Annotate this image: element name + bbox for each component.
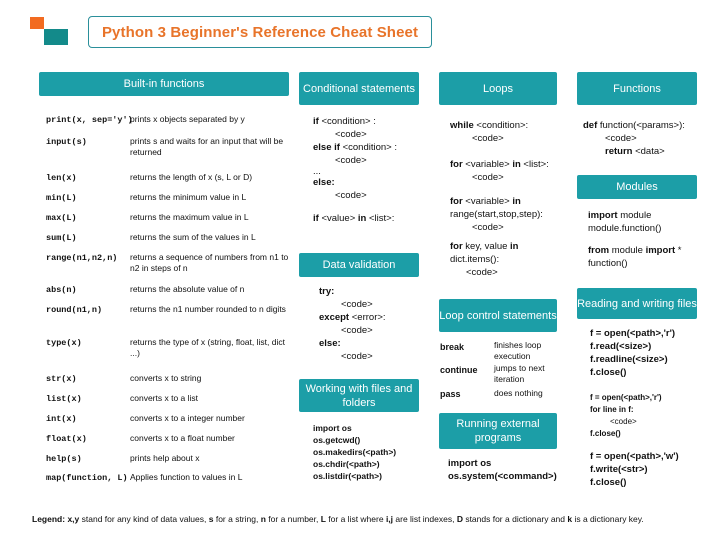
builtin-function-name: map(function, L) [46, 473, 128, 483]
builtin-function-name: min(L) [46, 193, 77, 203]
builtin-function-name: sum(L) [46, 233, 77, 243]
builtin-function-name: help(s) [46, 454, 82, 464]
reading-writing-code: f = open(<path>,'r') f.read(<size>) f.readline(<size>) f.close() [590, 328, 676, 378]
loops-code: while <condition>: <code> for <variable> in <list>: <code> for <variable> in range(start,stop,step): <code> for key, value in dict.items(): <code> [450, 120, 549, 278]
header-modules: Modules [577, 175, 697, 199]
header-reading-writing: Reading and writing files [577, 288, 697, 319]
builtin-function-desc: prints s and waits for an input that will be returned [130, 136, 284, 157]
header-running-external: Running external programs [439, 413, 557, 449]
writing-code: f = open(<path>,'w') f.write(<str>) f.close() [590, 451, 679, 488]
files-folders-code: import os os.getcwd() os.makedirs(<path>) os.chdir(<path>) os.listdir(<path>) [313, 423, 397, 481]
builtin-function-name: int(x) [46, 414, 77, 424]
builtin-function-name: type(x) [46, 338, 82, 348]
builtin-function-name: list(x) [46, 394, 82, 404]
builtin-function-desc: prints help about x [130, 453, 200, 463]
header-functions: Functions [577, 72, 697, 105]
builtin-function-name: str(x) [46, 374, 77, 384]
loop-control-key: break [440, 342, 465, 352]
builtin-function-desc: returns the n1 number rounded to n digits [130, 304, 286, 314]
builtin-function-desc: Applies function to values in L [130, 472, 243, 482]
builtin-function-name: round(n1,n) [46, 305, 103, 315]
header-loop-control: Loop control statements [439, 299, 557, 332]
legend: Legend: x,y stand for any kind of data values, s for a string, n for a number, L for a list where i,j are list indexes, D stands for a dictionary and k is a dictionary key. [32, 514, 644, 524]
builtin-function-name: len(x) [46, 173, 77, 183]
functions-code: def function(<params>): <code> return <data> [583, 120, 685, 157]
running-external-code: import os os.system(<command>) [448, 458, 557, 482]
loop-control-desc: does nothing [494, 388, 543, 398]
builtin-function-name: print(x, sep='y') [46, 115, 133, 125]
header-builtin-functions: Built-in functions [39, 72, 289, 96]
builtin-function-name: abs(n) [46, 285, 77, 295]
builtin-function-desc: returns the length of x (s, L or D) [130, 172, 253, 182]
page-title: Python 3 Beginner's Reference Cheat Sheet [88, 16, 432, 48]
header-conditional-statements: Conditional statements [299, 72, 419, 105]
builtin-function-desc: converts x to a integer number [130, 413, 245, 423]
header-files-folders: Working with files and folders [299, 379, 419, 412]
loop-control-key: pass [440, 389, 461, 399]
builtin-function-desc: returns a sequence of numbers from n1 to n2 in steps of n [130, 252, 289, 273]
modules-code: import module module.function() from module import * function() [588, 210, 682, 269]
header-loops: Loops [439, 72, 557, 105]
reading-loop-code: f = open(<path>,'r') for line in f: <code> f.close() [590, 393, 662, 438]
logo-teal-square [44, 29, 68, 45]
builtin-function-name: input(s) [46, 137, 87, 147]
builtin-function-desc: returns the minimum value in L [130, 192, 247, 202]
builtin-function-name: range(n1,n2,n) [46, 253, 118, 263]
loop-control-desc: finishes loop execution [494, 340, 542, 361]
builtin-function-desc: returns the sum of the values in L [130, 232, 256, 242]
builtin-function-desc: converts x to string [130, 373, 202, 383]
builtin-function-desc: converts x to a float number [130, 433, 235, 443]
header-data-validation: Data validation [299, 253, 419, 277]
logo-orange-square [30, 17, 44, 29]
builtin-function-name: max(L) [46, 213, 77, 223]
builtin-function-desc: returns the type of x (string, float, list, dict ...) [130, 337, 285, 358]
data-validation-code: try: <code> except <error>: <code> else: <code> [319, 286, 386, 362]
loop-control-desc: jumps to next iteration [494, 363, 545, 384]
builtin-function-desc: converts x to a list [130, 393, 199, 403]
builtin-function-name: float(x) [46, 434, 87, 444]
conditional-code: if <condition> : <code> else if <condition> : <code> ... else: <code> if <value> in <list>: [313, 116, 397, 224]
loop-control-key: continue [440, 365, 478, 375]
builtin-function-desc: prints x objects separated by y [130, 114, 245, 124]
builtin-function-desc: returns the maximum value in L [130, 212, 249, 222]
builtin-function-desc: returns the absolute value of n [130, 284, 245, 294]
